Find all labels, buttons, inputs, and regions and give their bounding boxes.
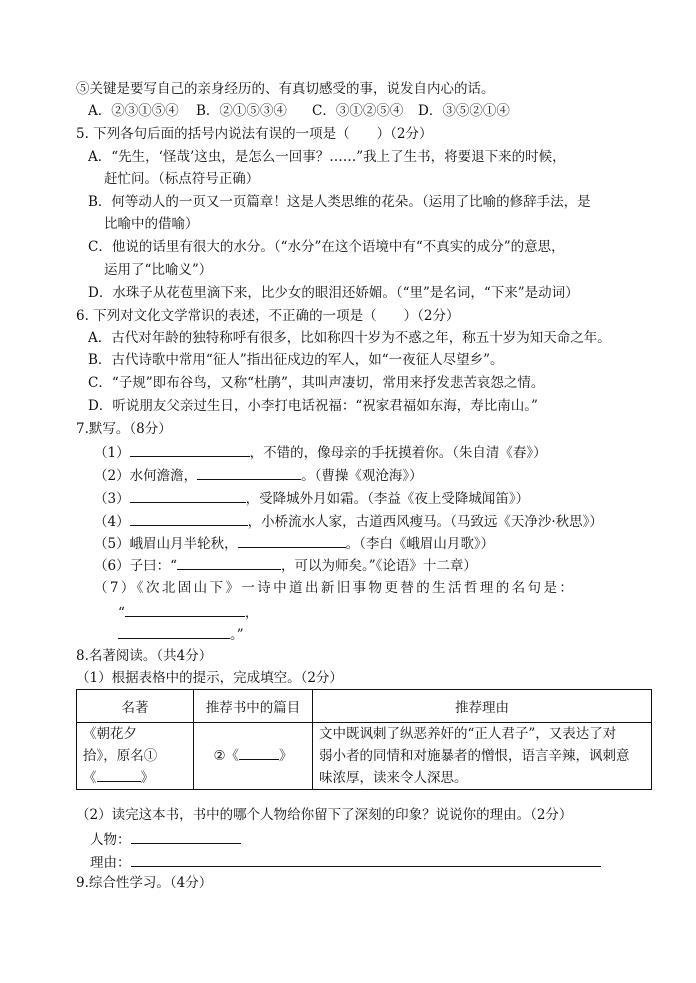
answer-blank[interactable] xyxy=(130,511,248,526)
q5-stem: 5. 下列各句后面的括号内说法有误的一项是（ ）（2分） xyxy=(76,126,433,142)
q6-option-c: C．“子规”即布谷鸟，又称“杜鹃”，其叫声凄切，常用来抒发悲苦哀怨之情。 xyxy=(88,375,545,391)
q7-item-3 xyxy=(94,488,529,509)
q5-option-a-line1: A．“先生，‘怪哉’这虫，是怎么一回事？……”我上了生书，将要退下来的时候， xyxy=(88,149,566,165)
cell-reason-line3: 味浓厚，读来令人深思。 xyxy=(319,770,468,786)
q7-item-7-comma: ， xyxy=(244,605,259,621)
q6-stem: 6. 下列对文化文学常识的表述，不正确的一项是（ ）（2分） xyxy=(76,308,460,324)
reason-label: 理由： xyxy=(90,855,131,871)
q7-item-5-text: （5）峨眉山月半轮秋， xyxy=(94,536,238,552)
cell-reason xyxy=(313,723,652,790)
q6-option-a: A．古代对年龄的独特称呼有很多，比如称四十岁为不惑之年，称五十岁为知天命之年。 xyxy=(88,330,611,346)
answer-blank[interactable] xyxy=(130,488,246,503)
cell-book-close: 》 xyxy=(140,770,154,786)
q4-option-c: C．③①②⑤④ xyxy=(312,103,404,119)
q7-item-7-answer-line2 xyxy=(118,624,244,645)
q4-option-b: B．②①⑤③④ xyxy=(196,103,287,119)
q7-item-2-source: 。（曹操《观沧海》） xyxy=(301,468,423,484)
q7-item-7: （7）《次北固山下》一诗中道出新旧事物更替的生活哲理的名句是： xyxy=(94,580,576,596)
cell-reason-line2: 弱小者的同情和对施暴者的憎恨，语言辛辣，讽刺意 xyxy=(319,748,630,764)
cell-book xyxy=(77,723,194,790)
q8-reason-line xyxy=(90,852,601,873)
answer-blank[interactable] xyxy=(118,624,230,639)
header-reason: 推荐理由 xyxy=(313,690,652,723)
q7-item-4 xyxy=(94,511,603,532)
cell-reason-line1: 文中既讽刺了纵恶养奸的“正人君子”，又表达了对 xyxy=(319,726,617,742)
q4-option-a: A．②③①⑤④ xyxy=(88,103,179,119)
cell-book-line3 xyxy=(83,767,187,789)
q5-option-d: D．水珠子从花苞里滴下来，比少女的眼泪还娇媚。（“里”是名词，“下来”是动词） xyxy=(88,285,579,301)
q7-item-2 xyxy=(94,465,423,486)
answer-blank[interactable] xyxy=(177,555,281,570)
q8-sub1: （1）根据表格中的提示，完成填空。（2分） xyxy=(76,670,343,686)
q7-item-1-number: （1） xyxy=(94,445,130,461)
q7-item-5-source: 。（李白《峨眉山月歌》） xyxy=(345,536,495,552)
cell-pieces xyxy=(194,723,313,790)
q6-option-b: B．古代诗歌中常用“征人”指出征戍边的军人，如“一夜征人尽望乡”。 xyxy=(88,352,504,368)
cell-book-open: 《 xyxy=(83,770,97,786)
q5-option-b-line1: B．何等动人的一页又一页篇章！这是人类思维的花朵。（运用了比喻的修辞手法，是 xyxy=(88,194,591,210)
q9-stem: 9.综合性学习。（4分） xyxy=(76,875,213,891)
cell-book-line1: 《朝花夕 xyxy=(83,726,137,742)
answer-blank[interactable] xyxy=(197,465,301,480)
q4-item-5: ⑤关键是要写自己的亲身经历的、有真切感受的事，说发自内心的话。 xyxy=(76,81,495,97)
header-pieces: 推荐书中的篇目 xyxy=(194,690,313,723)
cell-book-line2: 拾》，原名① xyxy=(83,748,158,764)
answer-blank[interactable] xyxy=(131,852,601,867)
answer-blank[interactable] xyxy=(131,829,241,844)
cell-pieces-open: ②《 xyxy=(213,748,240,764)
q7-item-6 xyxy=(94,555,477,576)
q7-item-2-text: （2）水何澹澹， xyxy=(94,468,198,484)
q7-item-6-source: ，可以为师矣。”《论语》十二章） xyxy=(281,558,477,574)
recommendation-table xyxy=(76,689,652,790)
q5-option-b-line2: 比喻中的借喻） xyxy=(104,216,199,232)
q7-item-1 xyxy=(94,442,547,463)
q7-item-7-open-quote: “ xyxy=(118,605,125,621)
q5-option-c-line2: 运用了“比喻义”） xyxy=(104,262,213,278)
q8-person-line xyxy=(90,829,241,850)
q8-stem: 8.名著阅读。（共4分） xyxy=(76,648,213,664)
q7-item-3-text: ，受降城外月如霜。（李益《夜上受降城闻笛》） xyxy=(245,491,530,507)
q5-option-c-line1: C．他说的话里有很大的水分。（“水分”在这个语境中有“不真实的成分”的意思， xyxy=(88,239,565,255)
q8-sub2: （2）读完这本书，书中的哪个人物给你留下了深刻的印象？说说你的理由。（2分） xyxy=(76,807,573,823)
answer-blank[interactable] xyxy=(130,442,250,457)
q7-item-7-close-quote: 。” xyxy=(230,627,244,643)
q5-option-a-line2: 赶忙问。（标点符号正确） xyxy=(104,171,260,187)
header-book: 名著 xyxy=(77,690,194,723)
table-row xyxy=(77,723,652,790)
answer-blank[interactable] xyxy=(239,745,279,760)
q7-item-1-text: ，不错的，像母亲的手抚摸着你。（朱自清《春》） xyxy=(249,445,547,461)
q7-item-5 xyxy=(94,533,494,554)
answer-blank[interactable] xyxy=(125,602,245,617)
q7-stem: 7.默写。（8分） xyxy=(76,421,172,437)
q4-option-d: D．③⑤②①④ xyxy=(418,103,510,119)
q7-item-4-number: （4） xyxy=(94,514,130,530)
answer-blank[interactable] xyxy=(238,533,346,548)
answer-blank[interactable] xyxy=(97,767,141,782)
q7-item-3-number: （3） xyxy=(94,491,130,507)
q7-item-7-answer-line1 xyxy=(118,602,258,623)
cell-pieces-close: 》 xyxy=(279,748,293,764)
table-header-row xyxy=(77,690,652,723)
q7-item-6-text: （6）子曰：“ xyxy=(94,558,177,574)
person-label: 人物： xyxy=(90,832,131,848)
q6-option-d: D．听说朋友父亲过生日，小李打电话祝福：“祝家君福如东海，寿比南山。” xyxy=(88,398,538,414)
q7-item-4-text: ，小桥流水人家，古道西风瘦马。（马致远《天净沙·秋思》） xyxy=(247,514,603,530)
